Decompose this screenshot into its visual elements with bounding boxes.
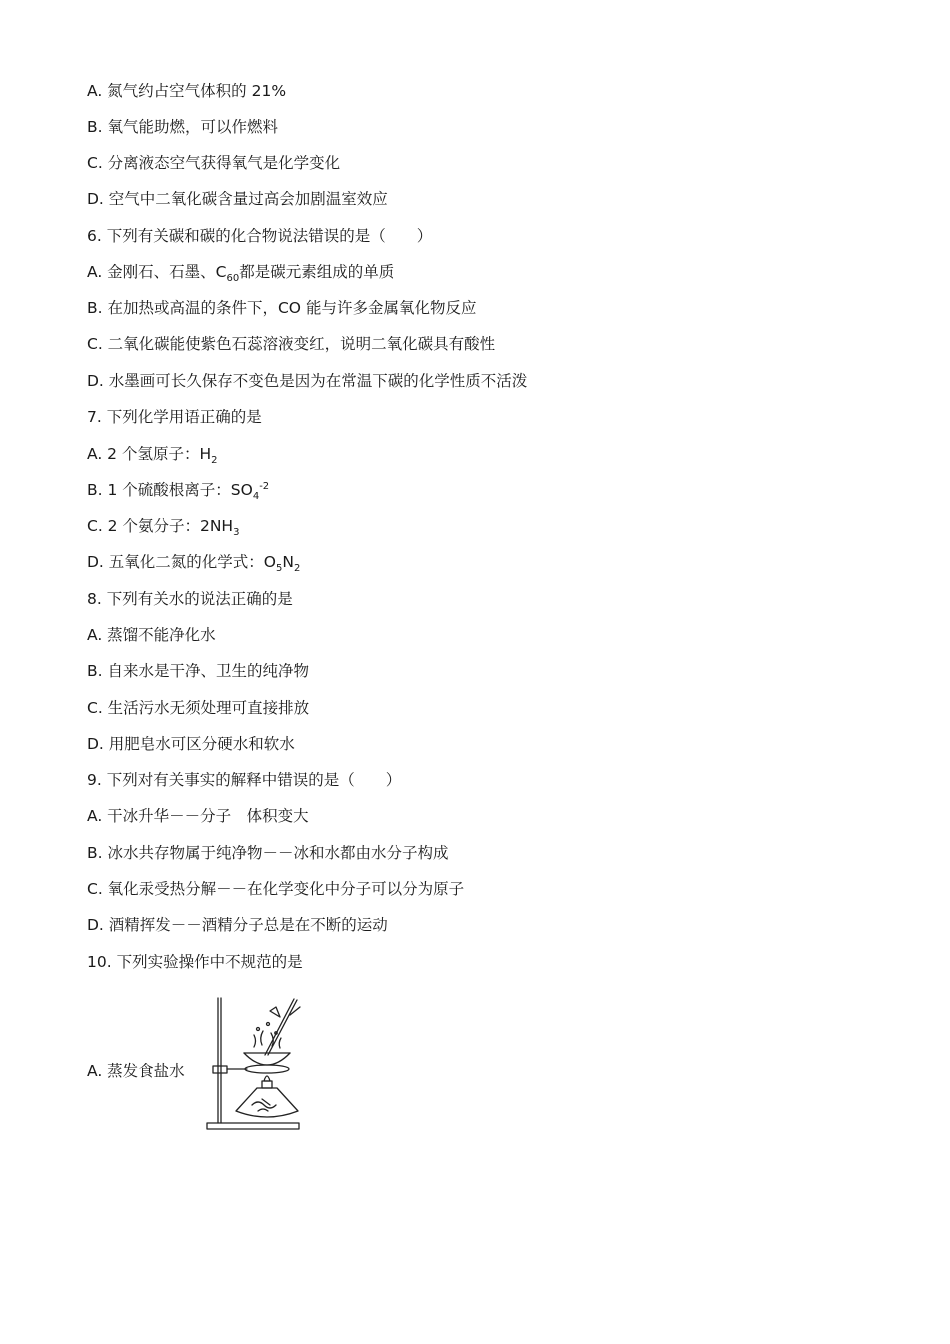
q8-option-c: C. 生活污水无须处理可直接排放 (87, 699, 310, 717)
q7-a-text: A. 2 个氢原子：H (87, 445, 212, 463)
q6-a-before: A. 金刚石、石墨、C (87, 263, 227, 281)
q10-stem: 10. 下列实验操作中不规范的是 (87, 953, 303, 971)
q9-option-b: B. 冰水共存物属于纯净物－－冰和水都由水分子构成 (87, 844, 449, 862)
q7-d-sub2: 2 (293, 563, 301, 575)
iron-ring (245, 1065, 289, 1073)
rod-holder (270, 1007, 280, 1017)
q6-option-c: C. 二氧化碳能使紫色石蕊溶液变红，说明二氧化碳具有酸性 (87, 335, 496, 353)
q9-option-d: D. 酒精挥发－－酒精分子总是在不断的运动 (87, 916, 388, 934)
q7-option-a (87, 444, 218, 467)
q6-a-after: 都是碳元素组成的单质 (239, 263, 395, 281)
q7-b-sub: 4 (252, 491, 260, 503)
q9-stem: 9. 下列对有关事实的解释中错误的是（ ） (87, 771, 402, 789)
q6-stem: 6. 下列有关碳和碳的化合物说法错误的是（ ） (87, 227, 433, 245)
q9-option-a: A. 干冰升华－－分子 体积变大 (87, 807, 309, 825)
q8-stem: 8. 下列有关水的说法正确的是 (87, 590, 293, 608)
stand-clamp (213, 1066, 227, 1073)
q7-b-sup: -2 (259, 480, 270, 492)
q7-option-b (87, 480, 270, 503)
q5-option-a: A. 氮气约占空气体积的 21% (87, 82, 287, 100)
q7-option-c (87, 516, 240, 539)
q7-d-mid: N (282, 553, 294, 571)
q8-option-d: D. 用肥皂水可区分硬水和软水 (87, 735, 295, 753)
q6-a-sub: 60 (226, 273, 240, 285)
q10-option-a-row (87, 995, 487, 1135)
q7-d-sub1: 5 (276, 563, 283, 575)
q7-c-text: C. 2 个氨分子：2NH (87, 517, 234, 535)
q7-d-text: D. 五氧化二氮的化学式：O (87, 553, 276, 571)
q7-option-d (87, 552, 301, 575)
stand-base (207, 1123, 299, 1129)
evaporation-apparatus-diagram (202, 995, 312, 1135)
q8-option-b: B. 自来水是干净、卫生的纯净物 (87, 662, 309, 680)
q10-option-a: A. 蒸发食盐水 (87, 1062, 185, 1080)
q7-a-sub: 2 (211, 455, 218, 467)
evaporating-dish (244, 1053, 290, 1065)
lamp-wick-holder (262, 1081, 272, 1088)
q8-option-a: A. 蒸馏不能净化水 (87, 626, 216, 644)
q9-option-c: C. 氧化汞受热分解－－在化学变化中分子可以分为原子 (87, 880, 465, 898)
q7-stem: 7. 下列化学用语正确的是 (87, 408, 262, 426)
q6-option-d: D. 水墨画可长久保存不变色是因为在常温下碳的化学性质不活泼 (87, 372, 528, 390)
q6-option-b: B. 在加热或高温的条件下，CO 能与许多金属氧化物反应 (87, 299, 477, 317)
lamp-flame (264, 1076, 270, 1081)
q5-option-b: B. 氧气能助燃，可以作燃料 (87, 118, 278, 136)
q6-option-a (87, 262, 395, 285)
q7-b-text: B. 1 个硫酸根离子：SO (87, 481, 253, 499)
q5-option-d: D. 空气中二氧化碳含量过高会加剧温室效应 (87, 190, 388, 208)
q5-option-c: C. 分离液态空气获得氧气是化学变化 (87, 154, 341, 172)
q7-c-sub: 3 (233, 527, 240, 539)
